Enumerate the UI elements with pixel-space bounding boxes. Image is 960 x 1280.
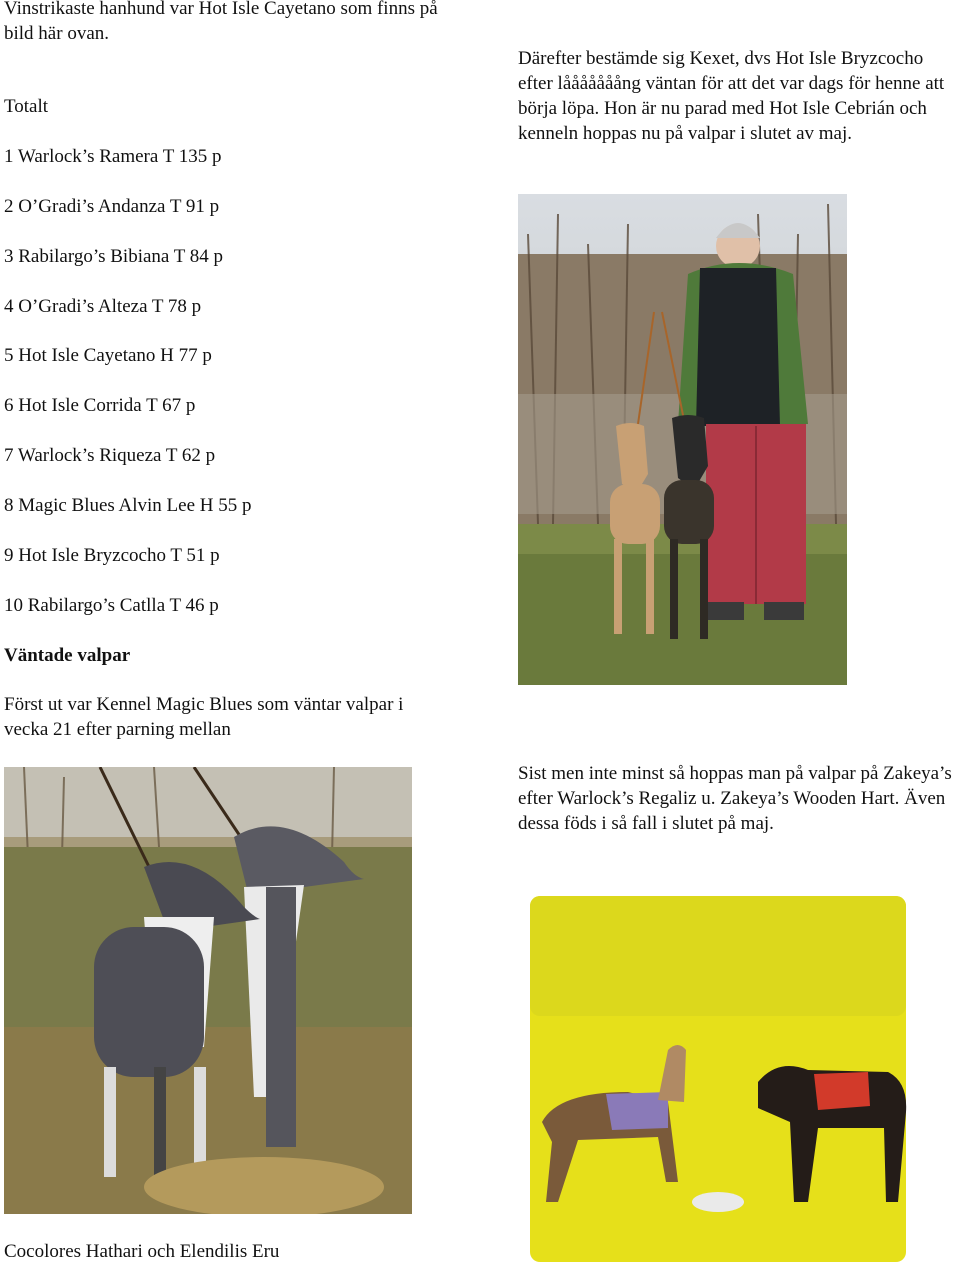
kexet-paragraph: Därefter bestämde sig Kexet, dvs Hot Isle Bryzcocho efter lååååååång väntan för att det var dags för henne att börja löpa. Hon är nu parad med Hot Isle Cebrián och kenneln hoppas nu på valpar i slutet av maj. <box>518 48 945 144</box>
zakeya-paragraph: Sist men inte minst så hoppas man på valpar på Zakeya’s efter Warlock’s Regaliz u. Zakeya’s Wooden Hart. Även dessa föds i så fall i slutet på maj. <box>518 763 952 834</box>
ranking-item: 7 Warlock’s Riqueza T 62 p <box>4 445 216 466</box>
photo-handler-with-two-galgos <box>518 194 847 685</box>
totals-heading: Totalt <box>4 96 49 117</box>
intro-text: Vinstrikaste hanhund var Hot Isle Cayetano som finns på bild här ovan. <box>4 0 438 44</box>
ranking-item: 8 Magic Blues Alvin Lee H 55 p <box>4 495 252 516</box>
ranking-item: 5 Hot Isle Cayetano H 77 p <box>4 345 212 366</box>
ranking-item: 1 Warlock’s Ramera T 135 p <box>4 146 222 167</box>
photo-caption: Cocolores Hathari och Elendilis Eru <box>4 1241 280 1262</box>
puppies-heading: Väntade valpar <box>4 645 131 666</box>
photo-two-brindle-galgos <box>4 767 412 1214</box>
ranking-item: 6 Hot Isle Corrida T 67 p <box>4 395 196 416</box>
ranking-item: 9 Hot Isle Bryzcocho T 51 p <box>4 545 220 566</box>
ranking-item: 3 Rabilargo’s Bibiana T 84 p <box>4 246 224 267</box>
ranking-item: 2 O’Gradi’s Andanza T 91 p <box>4 196 220 217</box>
photo-two-galgos-in-field <box>518 882 918 1276</box>
ranking-item: 4 O’Gradi’s Alteza T 78 p <box>4 296 202 317</box>
ranking-item: 10 Rabilargo’s Catlla T 46 p <box>4 595 219 616</box>
puppies-text: Först ut var Kennel Magic Blues som väntar valpar i vecka 21 efter parning mellan <box>4 694 404 740</box>
